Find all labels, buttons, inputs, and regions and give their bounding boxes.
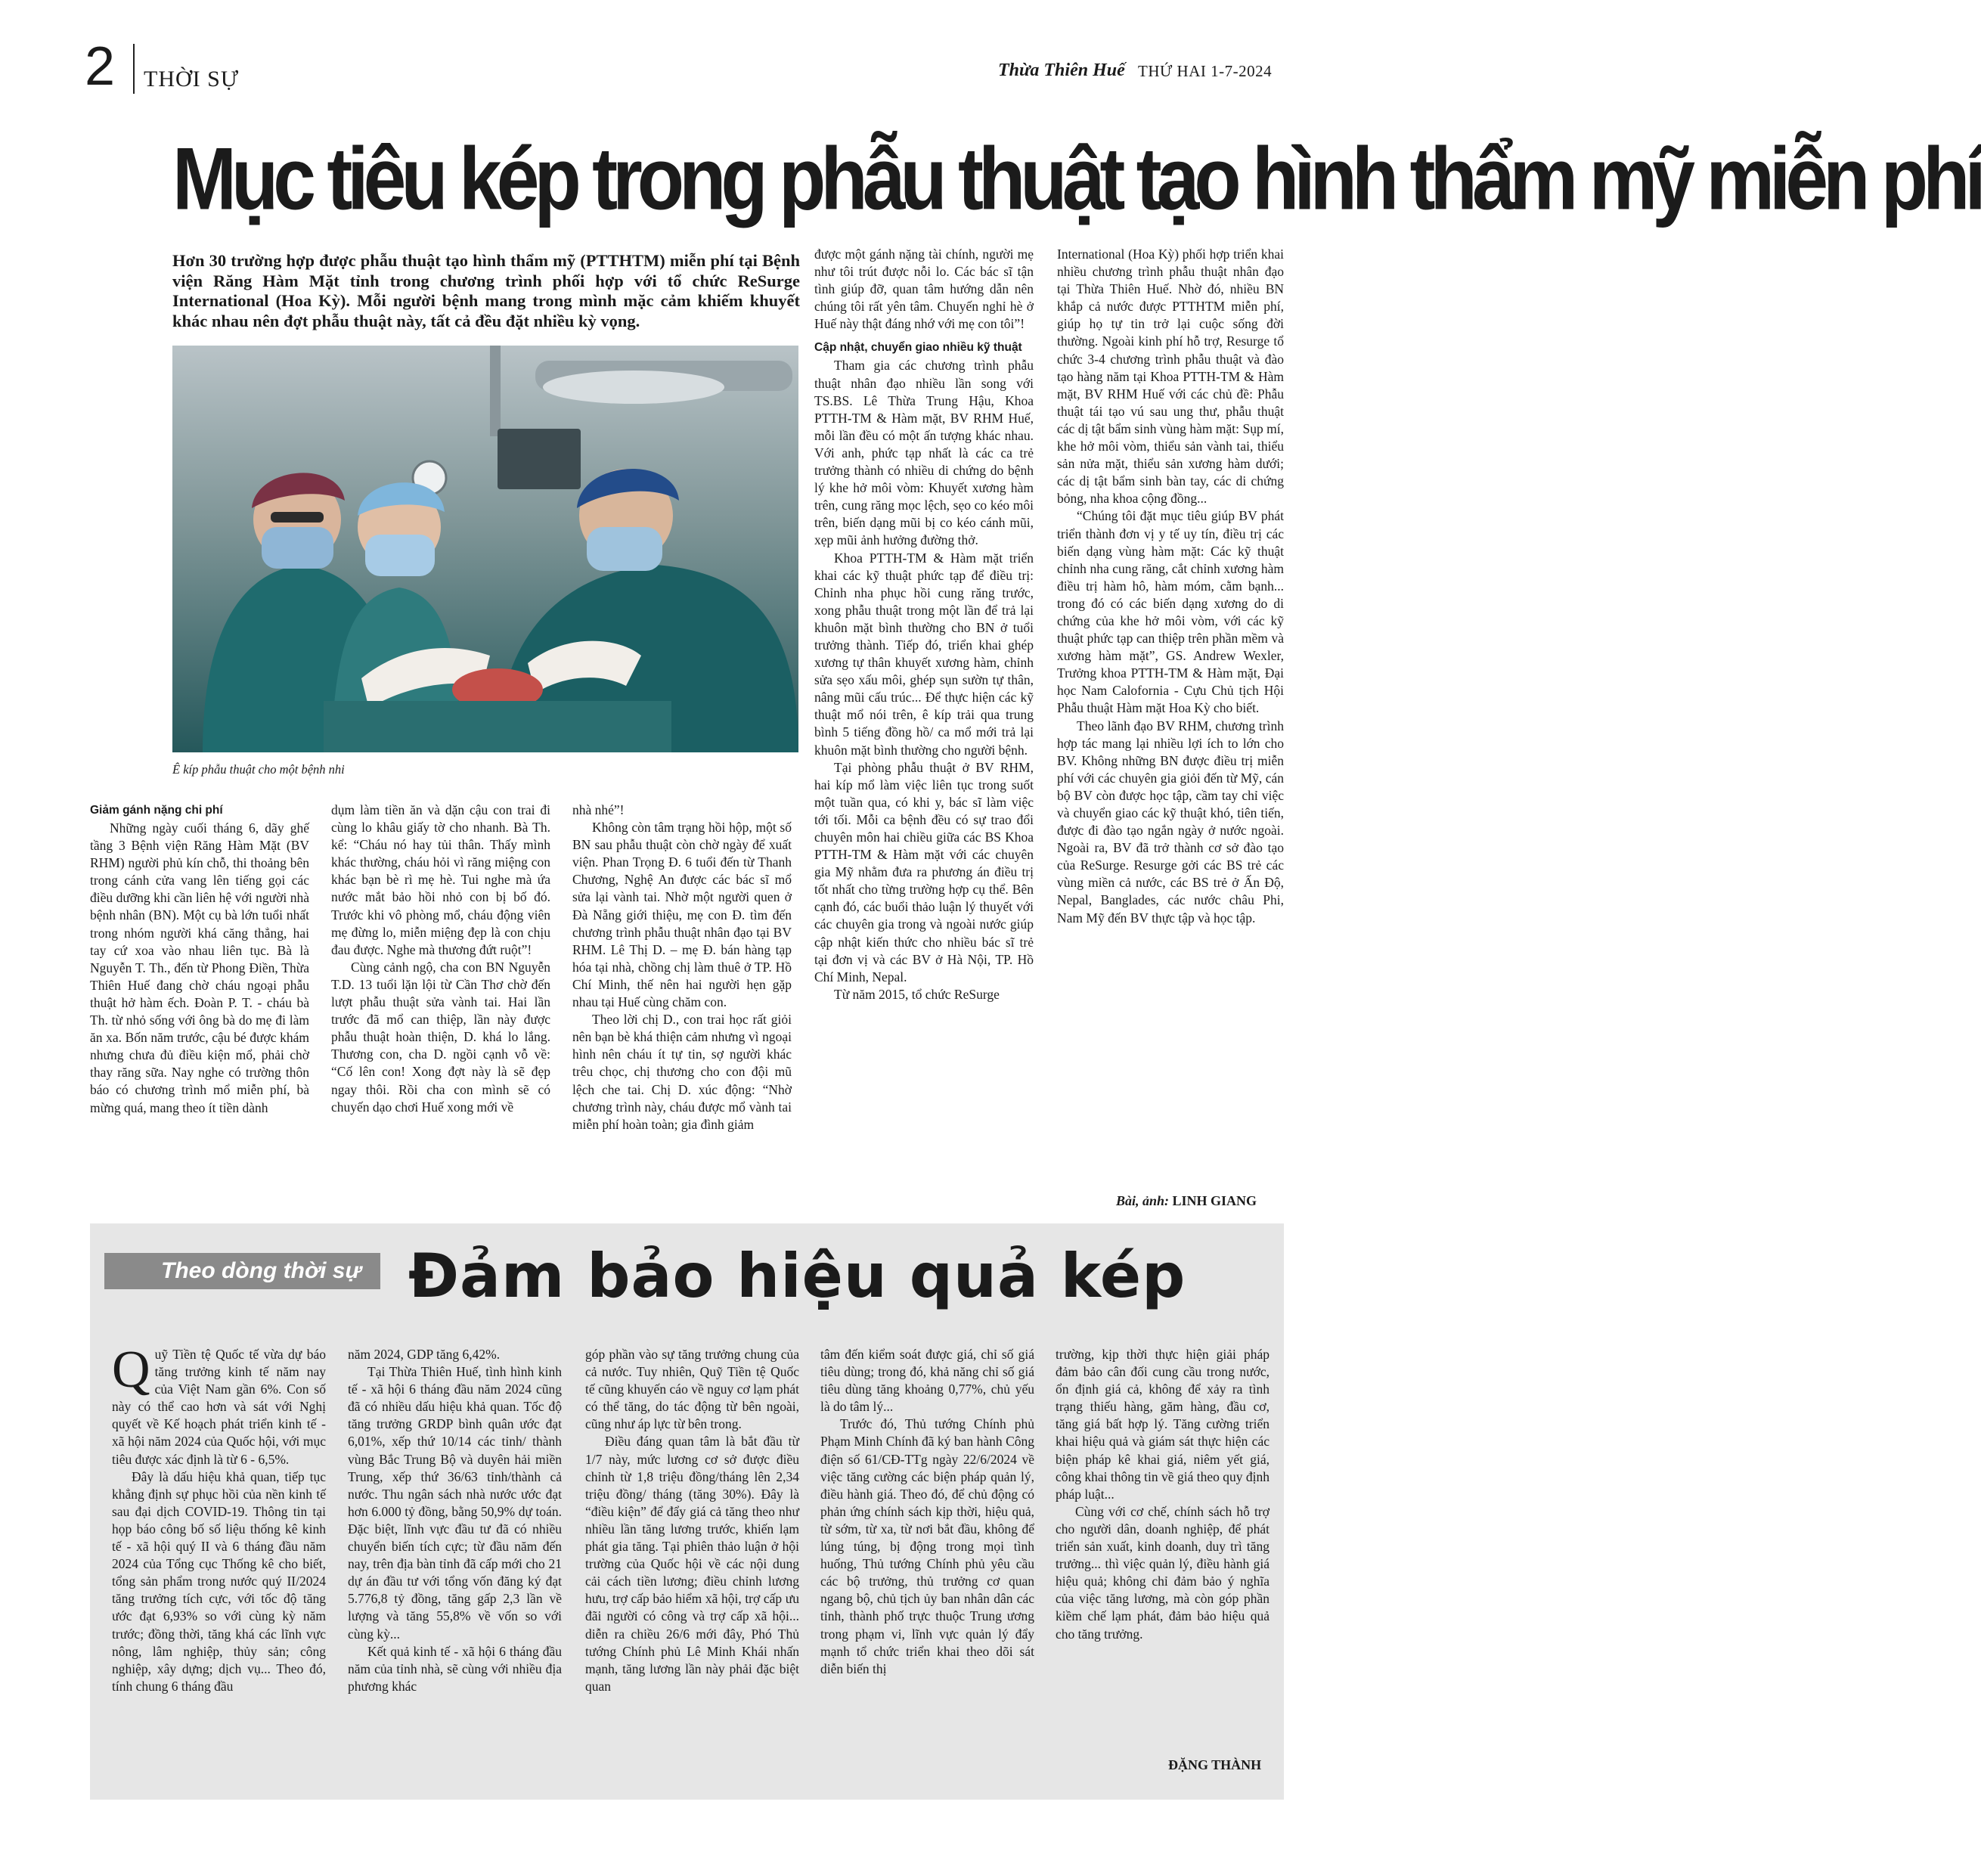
- article-column-2: [331, 802, 550, 1116]
- paragraph: tâm đến kiểm soát được giá, chỉ số giá tiêu dùng; trong đó, khả năng chỉ số giá tiêu dùng tăng khoảng 0,77%, chủ yếu là do tâm lý...: [820, 1347, 1034, 1415]
- paragraph: được một gánh nặng tài chính, người mẹ như tôi trút được nỗi lo. Các bác sĩ tận tình giúp đỡ, quan tâm hướng dẫn nên chúng tôi rất yên tâm. Chuyến nghỉ hè ở Huế này thật đáng nhớ với mẹ con tôi”!: [814, 247, 1034, 332]
- byline-label: Bài, ảnh:: [1116, 1193, 1170, 1208]
- paragraph-text: uỹ Tiền tệ Quốc tế vừa dự báo tăng trưởng kinh tế năm nay của Việt Nam gần 6%. Con số này có thể cao hơn và sát với Nghị quyết về Kế hoạch phát triển kinh tế - xã hội năm 2024 của Quốc hội, với mục tiêu được xác định là từ 6 - 6,5%.: [112, 1347, 326, 1467]
- subhead: Cập nhật, chuyển giao nhiều kỹ thuật: [814, 341, 1022, 355]
- paragraph: Tại phòng phẫu thuật ở BV RHM, hai kíp mổ làm việc liên tục trong suốt một tuần qua, có khi y, bác sĩ làm việc tới tối. Mỗi ca bệnh đều có sự trao đổi chuyên môn hai chiều giữa các BS Khoa PTTH-TM & Hàm mặt với các chuyên gia Mỹ nhằm đưa ra phương án điều trị tốt nhất cho từng trường hợp cụ thể. Bên cạnh đó, các buổi thảo luận lý thuyết với các chuyên gia trong và ngoài nước giúp cập nhật kiến thức cho nhiều bác sĩ trẻ tại đơn vị và các BV ở Hà Nội, TP. Hồ Chí Minh, Nepal.: [814, 759, 1034, 985]
- header-divider: [133, 44, 135, 94]
- paragraph: Khoa PTTH-TM & Hàm mặt triển khai các kỹ thuật phức tạp để điều trị: Chỉnh nha phục hồi cung răng trước, xong phẫu thuật trong một lần để trả lại khuôn mặt bình thường cho BN ở tuổi trưởng thành. Tiếp đó, triển khai ghép xương tự thân khuyết xương hàm, chỉnh sửa sẹo xấu môi, ghép sụn sườn tự thân, nâng mũi cấu trúc... Để thực hiện các kỹ thuật mổ nói trên, ê kíp trải qua trung bình 5 tiếng đồng hồ/ ca mổ mới trả lại khuôn mặt bình thường cho người bệnh.: [814, 550, 1034, 758]
- article-headline: Mục tiêu kép trong phẫu thuật tạo hình thẩm mỹ miễn phí: [172, 129, 1981, 228]
- article-lead: Hơn 30 trường hợp được phẫu thuật tạo hình thẩm mỹ (PTTHTM) miễn phí tại Bệnh viện Răng Hàm Mặt tỉnh trong chương trình phối hợp với tổ chức ReSurge International (Hoa Kỳ). Mỗi người bệnh mang trong mình mặc cảm khiếm khuyết khác nhau nên đợt phẫu thuật này, tất cả đều đặt nhiều kỳ vọng.: [172, 251, 800, 330]
- paragraph: Cùng cảnh ngộ, cha con BN Nguyễn T.D. 13 tuổi lặn lội từ Cần Thơ chờ đến lượt phẫu thuật sửa vành tai. Hai lần trước đã mổ can thiệp, lần này được phẫu thuật hoàn thiện, D. khá lo lắng. Thương con, cha D. ngồi cạnh vỗ về: “Cố lên con! Xong đợt này là sẽ đẹp ngay thôi. Rồi cha con mình sẽ có chuyến dạo chơi Huế xong mới về: [331, 959, 550, 1115]
- page-number: 2: [85, 36, 116, 97]
- paragraph: năm 2024, GDP tăng 6,42%.: [348, 1347, 501, 1362]
- paragraph: dụm làm tiền ăn và dặn cậu con trai đi cùng lo khâu giấy tờ cho nhanh. Bà Th. kể: “Cháu nó hay tủi thân. Thấy mình khác thường, cháu hỏi vì răng miệng con khác bạn bè rì mẹ hè. Tui nghe mà ứa nước mắt bảo hồi nhỏ con bị bố đó. Trước khi vô phòng mổ, cháu động viên mẹ đừng lo, miễn miệng đẹp là con chịu đau được. Nghe mà thương đứt ruột”!: [331, 802, 550, 957]
- article-column-1: [90, 802, 309, 1117]
- paragraph: Tham gia các chương trình phẫu thuật nhân đạo nhiều lần song với TS.BS. Lê Thừa Trung Hậu, Khoa PTTH-TM & Hàm mặt, BV RHM Huế, mỗi lần đều có một ấn tượng khác nhau. Với anh, phức tạp nhất là các ca trẻ trưởng thành có nhiều di chứng do bệnh lý khe hở môi vòm: Khuyết xương hàm trên, cung răng mọc lệch, sẹo co kéo môi trên, biến dạng mũi bị co kéo cánh mũi, xẹp mũi ảnh hưởng đường thở.: [814, 358, 1034, 548]
- byline-author: LINH GIANG: [1172, 1193, 1257, 1208]
- paragraph: trường, kịp thời thực hiện giải pháp đảm bảo cân đối cung cầu trong nước, ổn định giá cả, không để xảy ra tình trạng thiếu hàng, găm hàng, đầu cơ, tăng giá bất hợp lý. Tăng cường triển khai hiệu quả và giám sát thực hiện các biện pháp kê khai giá, niêm yết giá, công khai thông tin về giá theo quy định pháp luật...: [1056, 1347, 1270, 1502]
- drop-cap: Q: [112, 1341, 150, 1399]
- paragraph: Điều đáng quan tâm là bắt đầu từ 1/7 này, mức lương cơ sở được điều chỉnh từ 1,8 triệu đồng/tháng lên 2,34 triệu đồng/ tháng (tăng 30%). Đây là “điều kiện” để đẩy giá cả tăng theo như nhiều lần tăng lương trước, khiến lạm phát gia tăng. Tại phiên thảo luận ở hội trường của Quốc hội về các nội dung cải cách tiền lương; điều chỉnh lương hưu, trợ cấp bảo hiểm xã hội, trợ cấp ưu đãi người có công và trợ cấp xã hội... diễn ra chiều 26/6 mới đây, Phó Thủ tướng Chính phủ Lê Minh Khái nhấn mạnh, tăng lương lần này phải đặc biệt quan: [585, 1434, 799, 1694]
- paragraph: Theo lãnh đạo BV RHM, chương trình hợp tác mang lại nhiều lợi ích to lớn cho BV. Không những BN được điều trị miễn phí với các chuyên gia giỏi đến từ Mỹ, cán bộ BV còn được học tập, cầm tay chỉ việc và chuyển giao các kỹ thuật khó, tiên tiến, được đi đào tạo ngắn ngày ở nước ngoài. Ngoài ra, BV đã trở thành cơ sở đào tạo của ReSurge. Resurge gởi các BS trẻ các vùng miền cả nước, các BS trẻ ở Ấn Độ, Nepal, Banglades, các nước châu Phi, Nam Mỹ đến BV thực tập và học tập.: [1057, 718, 1284, 926]
- box-column-3: [585, 1346, 799, 1695]
- photo-caption: Ê kíp phẫu thuật cho một bệnh nhi: [172, 762, 345, 777]
- article-column-5: [1057, 246, 1284, 927]
- paragraph: International (Hoa Kỳ) phối hợp triển khai nhiều chương trình phẫu thuật nhân đạo tại Thừa Thiên Huế. Nhờ đó, nhiều BN khắp cả nước được PTTHTM miễn phí, giúp họ tự tin trở lại cuộc sống đời thường. Ngoài kinh phí hỗ trợ, Resurge tổ chức 3-4 chương trình phẫu thuật và đào tạo hàng năm tại Khoa PTTH-TM & Hàm mặt, BV RHM Huế với các chủ đề: Phẫu thuật tái tạo vú sau ung thư, phẫu thuật các dị tật bẩm sinh vùng hàm mặt: Sụp mí, khe hở môi vòm, thiểu sản vành tai, thiểu sản nửa mặt, thiểu sản xương hàm dưới; các dị tật bẩm sinh bàn tay, các di chứng bỏng, nha khoa cộng đồng...: [1057, 247, 1284, 507]
- surgery-photo: [172, 346, 798, 752]
- paragraph: góp phần vào sự tăng trưởng chung của cả nước. Tuy nhiên, Quỹ Tiền tệ Quốc tế cũng khuyến cáo về nguy cơ lạm phát có thể tăng, do tác động từ bên ngoài, cũng như áp lực từ bên trong.: [585, 1347, 799, 1432]
- paragraph: Cùng với cơ chế, chính sách hỗ trợ cho người dân, doanh nghiệp, để phát triển sản xuất, kinh doanh, duy trì tăng trưởng... thì việc quản lý, điều hành giá hiệu quả; không chỉ đảm bảo ý nghĩa của việc tăng lương, mà còn góp phần kiềm chế lạm phát, đảm bảo hiệu quả cho tăng trưởng.: [1056, 1503, 1270, 1642]
- box-column-5: [1056, 1346, 1270, 1643]
- paragraph: nhà nhé”!: [572, 802, 625, 817]
- box-column-1: [112, 1341, 326, 1695]
- box-column-2: [348, 1346, 562, 1695]
- paragraph: Trước đó, Thủ tướng Chính phủ Phạm Minh Chính đã ký ban hành Công điện số 61/CĐ-TTg ngày 22/6/2024 về việc tăng cường các biện pháp quản lý, điều hành giá. Theo đó, để chủ động có phản ứng chính sách kịp thời, hiệu quả, từ sớm, từ xa, từ nơi bắt đầu, không để lúng túng, bị động trong mọi tình huống, Thủ tướng Chính phủ yêu cầu các bộ trưởng, thủ trưởng cơ quan ngang bộ, chủ tịch ủy ban nhân dân các tỉnh, thành phố trực thuộc Trung ương trong phạm vi, lĩnh vực quản lý đẩy mạnh tổ chức triển khai theo dõi sát diễn biến thị: [820, 1416, 1034, 1676]
- paragraph: Từ năm 2015, tổ chức ReSurge: [834, 986, 1000, 1002]
- paragraph: “Chúng tôi đặt mục tiêu giúp BV phát triển thành đơn vị y tế uy tín, điều trị các biến dạng vùng hàm mặt: Các kỹ thuật chỉnh nha cung răng, cắt chỉnh xương hàm điều trị hàm hô, hàm móm, cằm bạnh... trong đó có các biến dạng xương do di chứng của khe hở môi vòm, với các kỹ thuật phức tạp can thiệp trên phần mềm và xương hàm mặt”, GS. Andrew Wexler, Trưởng khoa PTTH-TM & Hàm mặt, Đại học Nam Calofornia - Cựu Chủ tịch Hội Phẫu thuật Hàm mặt Hoa Kỳ cho biết.: [1057, 508, 1284, 716]
- paragraph: Theo lời chị D., con trai học rất giỏi nên bạn bè khá thiện cảm nhưng vì ngoại hình nên cháu ít tự tin, sợ người khác trêu chọc, chị thương cho con đội mũ lệch che tai. Chị D. xúc động: “Nhờ chương trình này, cháu được mổ vành tai miễn phí hoàn toàn; gia đình giảm: [572, 1012, 792, 1132]
- paragraph: Không còn tâm trạng hồi hộp, một số BN sau phẫu thuật còn chờ ngày để xuất viện. Phan Trọng Đ. 6 tuổi đến từ Thanh Chương, Nghệ An được các bác sĩ mổ sửa lại vành tai. Nhờ một người quen ở Đà Nẵng giới thiệu, mẹ con Đ. tìm đến chương trình phẫu thuật nhân đạo tại BV RHM. Lê Thị D. – mẹ Đ. bán hàng tạp hóa tại nhà, chồng chị làm thuê ở TP. Hồ Chí Minh, thế nên hai người hẹn gặp nhau tại Huế cùng chăm con.: [572, 820, 792, 1010]
- box-byline: ĐẶNG THÀNH: [1168, 1757, 1262, 1772]
- box-column-4: [820, 1346, 1034, 1678]
- article-byline: [1116, 1193, 1257, 1209]
- subhead: Giảm gánh nặng chi phí: [90, 804, 223, 817]
- article-column-4: [814, 246, 1034, 1003]
- box-title: Đảm bảo hiệu quả kép: [408, 1241, 1186, 1311]
- section-name: THỜI SỰ: [144, 67, 240, 91]
- paragraph: Kết quả kinh tế - xã hội 6 tháng đầu năm của tỉnh nhà, sẽ cùng với nhiều địa phương khác: [348, 1643, 562, 1694]
- newspaper-name: Thừa Thiên Huế: [998, 60, 1125, 80]
- paragraph: Tại Thừa Thiên Huế, tình hình kinh tế - xã hội 6 tháng đầu năm 2024 cũng đã có nhiều dấu hiệu khả quan. Tốc độ tăng trưởng GRDP bình quân ước đạt 6,01%, xếp thứ 10/14 các tỉnh/ thành vùng Bắc Trung Bộ và duyên hải miền Trung, xếp thứ 36/63 tỉnh/thành cả nước. Thu ngân sách nhà nước ước đạt hơn 6.000 tỷ đồng, bằng 50,9% dự toán. Đặc biệt, lĩnh vực đầu tư đã có nhiều chuyển biến tích cực; từ đầu năm đến nay, trên địa bàn tỉnh đã cấp mới cho 21 dự án đầu tư với tổng vốn đăng ký đạt 5.776,8 tỷ đồng, tăng gấp 2,3 lần về lượng và tăng 55,8% về vốn so với cùng kỳ...: [348, 1364, 562, 1642]
- paragraph: Đây là dấu hiệu khả quan, tiếp tục khẳng định sự phục hồi của nền kinh tế sau đại dịch COVID-19. Thông tin tại họp báo công bố số liệu thống kê kinh tế - xã hội quý II và 6 tháng đầu năm 2024 của Tổng cục Thống kê cho biết, tổng sản phẩm trong nước quý II/2024 tăng trưởng tích cực, với tốc độ tăng ước đạt 6,93% so với cùng kỳ năm trước; đồng thời, tăng khá các lĩnh vực nông, lâm nghiệp, thủy sản; công nghiệp, xây dựng; dịch vụ... Theo đó, tính chung 6 tháng đầu: [112, 1468, 326, 1694]
- paragraph: [112, 1341, 326, 1468]
- box-kicker: Theo dòng thời sự: [104, 1253, 380, 1289]
- paragraph: Những ngày cuối tháng 6, dãy ghế tầng 3 Bệnh viện Răng Hàm Mặt (BV RHM) người phủ kín chỗ, thi thoảng bên trong cánh cửa vang lên tiếng gọi các điều dưỡng khi cần liên hệ với người nhà bệnh nhân (BN). Một cụ bà lớn tuổi nhất trong nhóm người khá căng thẳng, hai tay cứ xoa vào nhau liên tục. Bà là Nguyễn T. Th., đến từ Phong Điền, Thừa Thiên Huế đang chờ cháu ngoại phẫu thuật hở hàm ếch. Đoàn P. T. - cháu bà Th. từ nhỏ sống với ông bà do mẹ đi làm ăn xa. Bốn năm trước, cậu bé được khám nhưng chưa đủ điều kiện mổ, phải chờ thay răng sữa. Nay nghe có trường thôn báo có chương trình mổ miễn phí, bà mừng quá, mang theo ít tiền dành: [90, 820, 309, 1115]
- issue-date: THỨ HAI 1-7-2024: [1138, 62, 1273, 80]
- article-column-3: [572, 802, 792, 1133]
